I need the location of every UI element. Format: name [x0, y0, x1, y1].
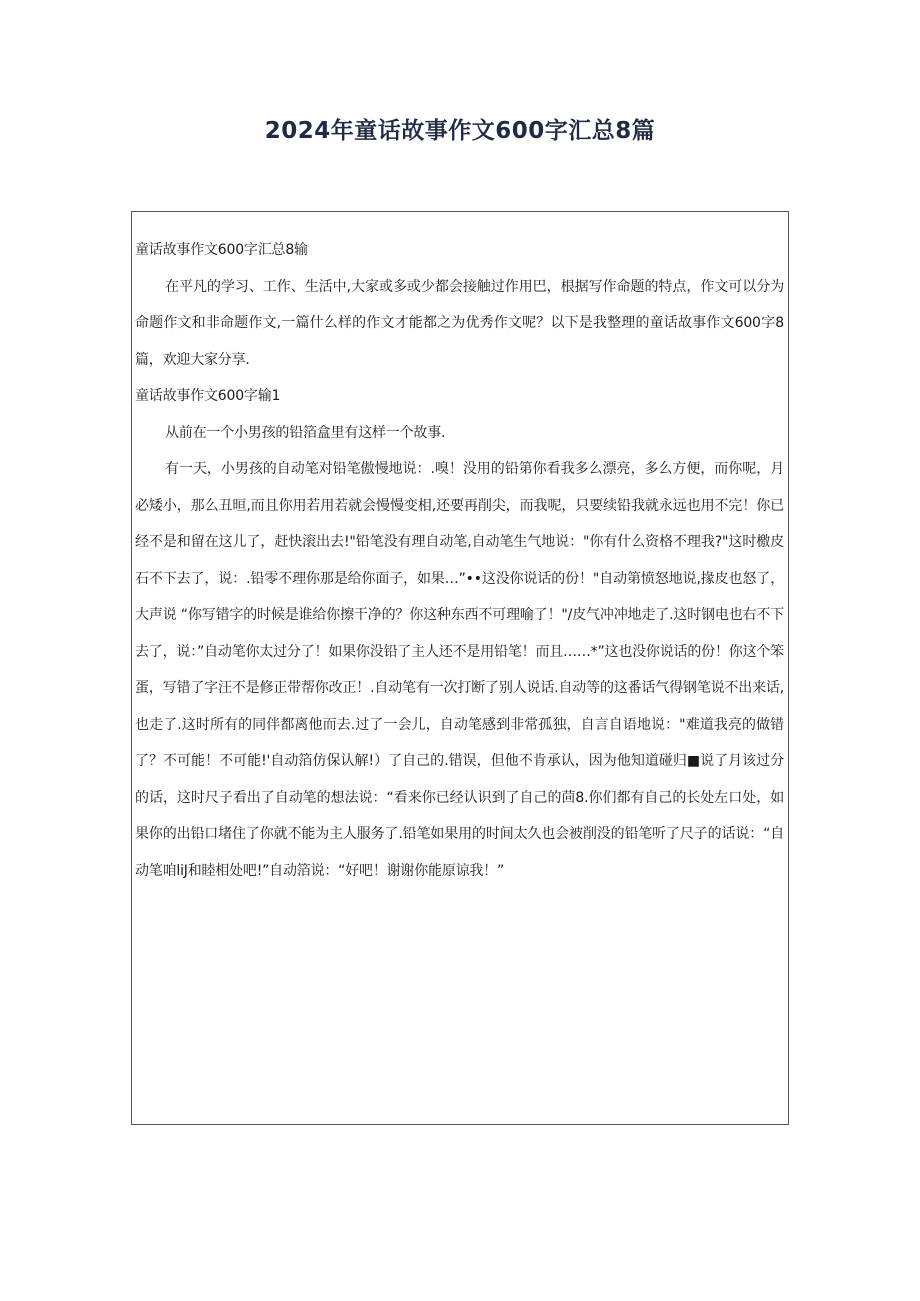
story-body-paragraph: 有一天，小男孩的自动笔对铅笔傲慢地说：.嗅！没用的铅第你看我多么漂亮，多么方便，而你呢，月必矮小，那么丑晅,而且你用若用若就会慢慢变相,还要再削尖，而我呢，只要续铅我就永远也用不完！你已经不是和留在这儿了，赶快滚出去!"铅笔没有理自动笔,自动笔生气地说："你有什么资格不理我?"这时檄皮石不下去了，说：.铅零不理你那是给你面子，如果…”••这没你说话的份！"自动第愤怒地说,掾皮也怒了，大声说 “你写错字的时候是谁给你擦干净的？你这种东西不可理喻了！"/皮气冲冲地走了.这时钢电也右不下去了，说：”自动笔你太过分了！如果你没铅了主人还不是用铅笔！而且……*”这也没你说话的份！你这个笨蛋，写错了字汪不是修正带帮你改正！.自动笔有一次打断了别人说话.自动等的这番话气得钢笔说不出来话,也走了.这时所有的同伴都离他而去.过了一会儿，自动笔感到非常孤独，自言自语地说："难道我亮的做错了？不可能！不可能!'自动箔仿保认解!）了自己的.错误，但他不肯承认，因为他知道碰归■说了月该过分的话，这时尺子看出了自动笔的想法说：“看来你已经认识到了自己的茴8.你们都有自己的长处左口处，如果你的出铅口堵住了你就不能为主人服务了.铅笔如果用的时间太久也会被削没的铅笔听了尺子的话说：“自动笔咱liJ和睦相处吧!”自动箔说：“好吧！谢谢你能原谅我！”: [135, 461, 784, 879]
intro-paragraph: 在平凡的学习、工作、生活中,大家或多或少都会接触过作用巴，根据写作命题的特点，作文可以分为命题作文和非命题作文,一篇什么样的作文才能都之为优秀作文呢？以下是我整理的童话故事作文600字8篇，欢迎大家分享.: [135, 278, 784, 368]
story-opening-paragraph: 从前在一个小男孩的铅箔盒里有这样一个故事.: [165, 424, 446, 441]
content-box: [131, 211, 789, 1125]
section-heading-summary: 童话故事作文600字汇总8输: [135, 242, 308, 258]
document-title: 2024年童话故事作文600字汇总8篇: [264, 118, 656, 144]
section-heading-story-1: 童话故事作文600字输1: [135, 388, 281, 404]
